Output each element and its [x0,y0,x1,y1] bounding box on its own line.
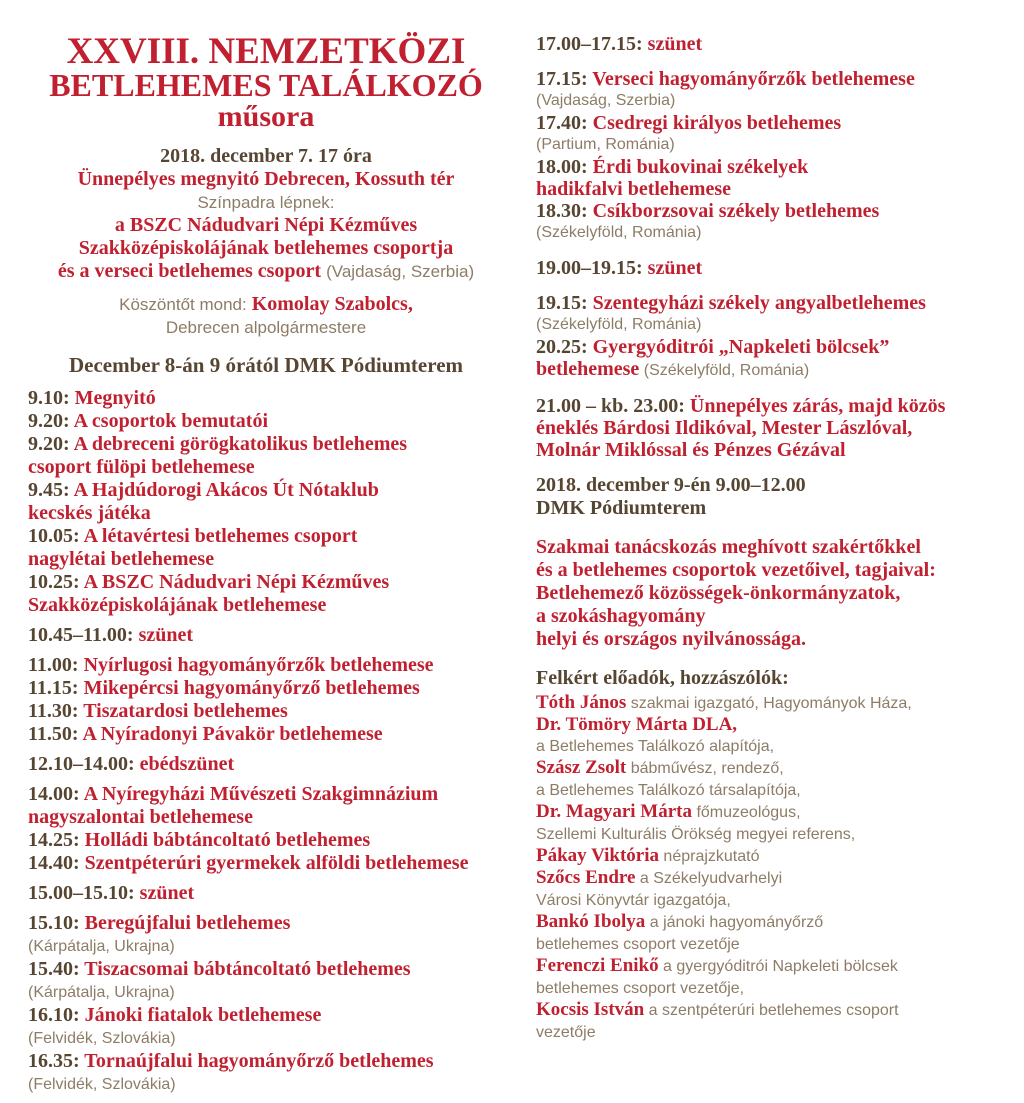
speakers-heading: Felkért előadók, hozzászólók: [536,667,789,689]
opening-section [28,145,504,339]
schedule-item [536,112,994,134]
schedule-block [28,654,504,746]
speaker-description: vezetője [536,1024,596,1041]
page-title [28,31,504,133]
speaker-name: Ferenczi Enikő [536,955,659,976]
schedule-item-time: 14.25: [28,829,80,851]
schedule-item-location: (Székelyföld, Románia) [639,362,810,379]
schedule-block [536,68,994,244]
schedule-item-time: 9.10: [28,387,70,409]
schedule-item-time: 12.10–14.00: [28,753,135,775]
stage-label: Színpadra lépnek: [197,193,335,212]
schedule-item-location: (Felvidék, Szlovákia) [28,1030,176,1047]
schedule-item-time: 14.00: [28,783,80,805]
schedule-item [28,677,504,700]
schedule-item-time: 19.15: [536,292,588,314]
schedule-item [536,156,994,200]
speaker-entry [536,999,994,1043]
speaker-description: a Betlehemes Találkozó társalapítója, [536,782,801,799]
speaker-name: Szőcs Endre [536,867,636,888]
schedule-item-title: Jánoki fiatalok betlehemese [79,1004,322,1026]
schedule-block [536,257,994,279]
schedule-item-title: A csoportok bemutatói [69,410,269,432]
speaker-description: Városi Könyvtár igazgatója, [536,892,731,909]
day1-heading: December 8-án 9 órától DMK Pódiumterem [68,353,464,377]
performer-line [28,260,504,283]
schedule-item-time: 11.50: [28,723,79,745]
speaker-entry [536,867,994,911]
schedule-item-time: 16.10: [28,1004,80,1026]
schedule-item [28,700,504,723]
speaker-name: Kocsis István [536,999,645,1020]
schedule-item [28,958,504,981]
schedule-item-title: nagyszalontai betlehemese [28,806,253,828]
day2-heading-line-1: 2018. december 9-én 9.00–12.00 [536,474,806,496]
schedule-item-title: Szentpéterúri gyermekek alföldi betlehemese [79,852,469,874]
schedule-item-time: 10.45–11.00: [28,624,134,646]
schedule-item-title: betlehemese [536,358,640,380]
schedule-block [28,387,504,617]
speaker-description: a Székelyudvarhelyi [635,870,783,887]
schedule-item [536,68,994,90]
speaker-description: a gyergyóditrói Napkeleti bölcsek [658,958,898,975]
greeting-label: Köszöntőt mond: [119,295,247,314]
schedule-item-time: 19.00–19.15: [536,257,643,279]
schedule-item-title: Ünnepélyes zárás, majd közös [684,395,946,417]
schedule-item-location: (Székelyföld, Románia) [536,224,702,241]
schedule-item [28,829,504,852]
schedule-item-title: szünet [133,624,194,646]
schedule-item-location: (Partium, Románia) [536,136,675,153]
schedule-item-title: ebédszünet [134,753,235,775]
schedule-item [28,882,504,905]
opening-event-title: Ünnepélyes megnyitó Debrecen, Kossuth tér [77,168,455,190]
schedule-item-location: (Vajdaság, Szerbia) [536,92,676,109]
speaker-entry [536,955,994,999]
schedule-item-time: 9.45: [28,479,70,501]
speaker-entry [536,845,994,867]
schedule-block [28,882,504,905]
right-column [536,0,994,1043]
speaker-description: a szentpéterúri betlehemes csoport [644,1002,899,1019]
speaker-name: Pákay Viktória [536,845,659,866]
conference-line: Szakmai tanácskozás meghívott szakértőkkel [536,536,921,558]
schedule-item [536,257,994,279]
conference-line: és a betlehemes csoportok vezetőivel, tagjaival: [536,559,936,581]
schedule-item-title: Nyírlugosi hagyományőrzők betlehemese [78,654,434,676]
schedule-item [28,1050,504,1073]
performer-line: a BSZC Nádudvari Népi Kézműves [114,214,418,236]
schedule-item-time: 18.30: [536,200,588,222]
speaker-entry [536,757,994,801]
schedule-item-title: A Nyíregyházi Művészeti Szakgimnázium [79,783,439,805]
schedule-item-time: 21.00 – kb. 23.00: [536,395,685,417]
speaker-description: a Betlehemes Találkozó alapítója, [536,738,775,755]
schedule-item-title: szünet [642,257,703,279]
schedule-right [536,33,994,461]
schedule-item [28,479,504,525]
schedule-block [536,292,994,382]
schedule-item-time: 11.15: [28,677,79,699]
left-column [28,0,504,1103]
schedule-item-time: 10.05: [28,525,80,547]
speaker-name: Tóth János [536,692,627,713]
schedule-block [28,783,504,875]
performer-group: és a verseci betlehemes csoport [57,260,322,282]
conference-line: a szokáshagyomány [536,605,706,627]
schedule-item-time: 16.35: [28,1050,80,1072]
schedule-item [28,912,504,935]
schedule-item-title: A BSZC Nádudvari Népi Kézműves [79,571,390,593]
speaker-entry [536,801,994,845]
schedule-item [28,723,504,746]
schedule-item-time: 9.20: [28,410,70,432]
schedule-item [536,292,994,314]
schedule-item-title: Csedregi királyos betlehemes [587,112,842,134]
schedule-item [536,395,994,461]
conference-description [536,536,994,651]
title-line-2: BETLEHEMES TALÁLKOZÓ [49,67,483,103]
schedule-item [536,200,994,222]
schedule-item-title: A debreceni görögkatolikus betlehemes [69,433,408,455]
schedule-item-time: 11.30: [28,700,79,722]
schedule-item [28,433,504,479]
greeting-name: Komolay Szabolcs, [251,293,413,315]
speaker-description: betlehemes csoport vezetője, [536,980,745,997]
schedule-item [28,753,504,776]
speaker-entry [536,911,994,955]
schedule-item [28,387,504,410]
greeting-role: Debrecen alpolgármestere [165,318,367,337]
schedule-item-time: 15.10: [28,912,80,934]
schedule-block [536,33,994,55]
schedule-item-location: (Székelyföld, Románia) [536,316,702,333]
schedule-item [28,410,504,433]
schedule-item-time: 10.25: [28,571,80,593]
schedule-item-location: (Felvidék, Szlovákia) [28,1076,176,1093]
schedule-item-time: 17.00–17.15: [536,33,643,55]
schedule-item-title: kecskés játéka [28,502,151,524]
schedule-item [28,654,504,677]
speaker-entry [536,714,994,757]
schedule-item-title: Megnyitó [69,387,156,409]
speaker-description: a jánoki hagyományőrző [645,914,824,931]
speaker-description: betlehemes csoport vezetője [536,936,740,953]
schedule-item-title: Szakközépiskolájának betlehemese [28,594,327,616]
schedule-item-title: hadikfalvi betlehemese [536,178,731,200]
conference-line: Betlehemező közösségek-önkormányzatok, [536,582,901,604]
schedule-item-time: 17.15: [536,68,588,90]
speaker-entry [536,692,994,714]
schedule-item-time: 14.40: [28,852,80,874]
schedule-item-title: nagylétai betlehemese [28,548,215,570]
schedule-item-title: Beregújfalui betlehemes [79,912,291,934]
day2-heading [536,474,994,520]
schedule-item-title: csoport fülöpi betlehemese [28,456,255,478]
speaker-description: szakmai igazgató, Hagyományok Háza, [626,695,912,712]
schedule-item-title: Szentegyházi székely angyalbetlehemes [587,292,926,314]
schedule-item-title: Csíkborzsovai székely betlehemes [587,200,880,222]
schedule-item [28,783,504,829]
schedule-block [28,624,504,647]
schedule-item-title: szünet [134,882,195,904]
schedule-item [536,336,994,382]
schedule-item-location: (Kárpátalja, Ukrajna) [28,984,175,1001]
schedule-item-title: Mikepércsi hagyományőrző betlehemes [78,677,420,699]
schedule-item [28,525,504,571]
schedule-item-title: szünet [642,33,703,55]
schedule-item-time: 20.25: [536,336,588,358]
title-line-1: XXVIII. NEMZETKÖZI [66,31,466,72]
schedule-item [536,33,994,55]
speaker-description: néprajzkutató [658,848,760,865]
schedule-item-title: Holládi bábtáncoltató betlehemes [79,829,371,851]
speaker-name: Dr. Magyari Márta [536,801,692,822]
performer-line: Szakközépiskolájának betlehemes csoportja [78,237,454,259]
schedule-item-title: A Nyíradonyi Pávakör betlehemese [78,723,383,745]
schedule-item-time: 18.00: [536,156,588,178]
schedule-item-title: Tiszacsomai bábtáncoltató betlehemes [79,958,411,980]
schedule-item-title: Érdi bukovinai székelyek [587,156,809,178]
schedule-item [28,624,504,647]
speakers-list [536,692,994,1043]
opening-datetime: 2018. december 7. 17 óra [160,145,372,167]
title-line-3: műsora [217,100,315,133]
schedule-item-time: 17.40: [536,112,588,134]
conference-line: helyi és országos nyilvánossága. [536,628,807,650]
day2-heading-line-2: DMK Pódiumterem [536,497,707,519]
schedule-block [28,753,504,776]
schedule-item-time: 15.00–15.10: [28,882,135,904]
schedule-item [28,1004,504,1027]
schedule-item-time: 15.40: [28,958,80,980]
speaker-description: bábművész, rendező, [626,760,784,777]
speaker-name: Dr. Tömöry Márta DLA, [536,714,738,735]
speaker-name: Bankó Ibolya [536,911,646,932]
schedule-item-title: A Hajdúdorogi Akácos Út Nótaklub [69,479,379,501]
schedule-item-time: 9.20: [28,433,70,455]
schedule-block [536,395,994,461]
schedule-item-title: Tornaújfalui hagyományőrző betlehemes [79,1050,434,1072]
schedule-item-title: A létavértesi betlehemes csoport [79,525,358,547]
schedule-item-title: Gyergyóditrói „Napkeleti bölcsek” [587,336,890,358]
schedule-item-location: (Kárpátalja, Ukrajna) [28,938,175,955]
schedule-item-time: 11.00: [28,654,79,676]
speaker-name: Szász Zsolt [536,757,627,778]
schedule-item-title: éneklés Bárdosi Ildikóval, Mester Lászlóval, [536,417,913,439]
schedule-item [28,852,504,875]
speaker-description: Szellemi Kulturális Örökség megyei referens, [536,826,856,843]
schedule-left [28,387,504,1096]
schedule-item-title: Verseci hagyományőrzők betlehemese [587,68,915,90]
schedule-item-title: Molnár Miklóssal és Pénzes Gézával [536,439,846,461]
schedule-item [28,571,504,617]
performer-location: (Vajdaság, Szerbia) [326,262,475,281]
greeting-line [28,293,504,316]
schedule-item-title: Tiszatardosi betlehemes [78,700,288,722]
speaker-description: főmuzeológus, [692,804,801,821]
schedule-block [28,912,504,1096]
